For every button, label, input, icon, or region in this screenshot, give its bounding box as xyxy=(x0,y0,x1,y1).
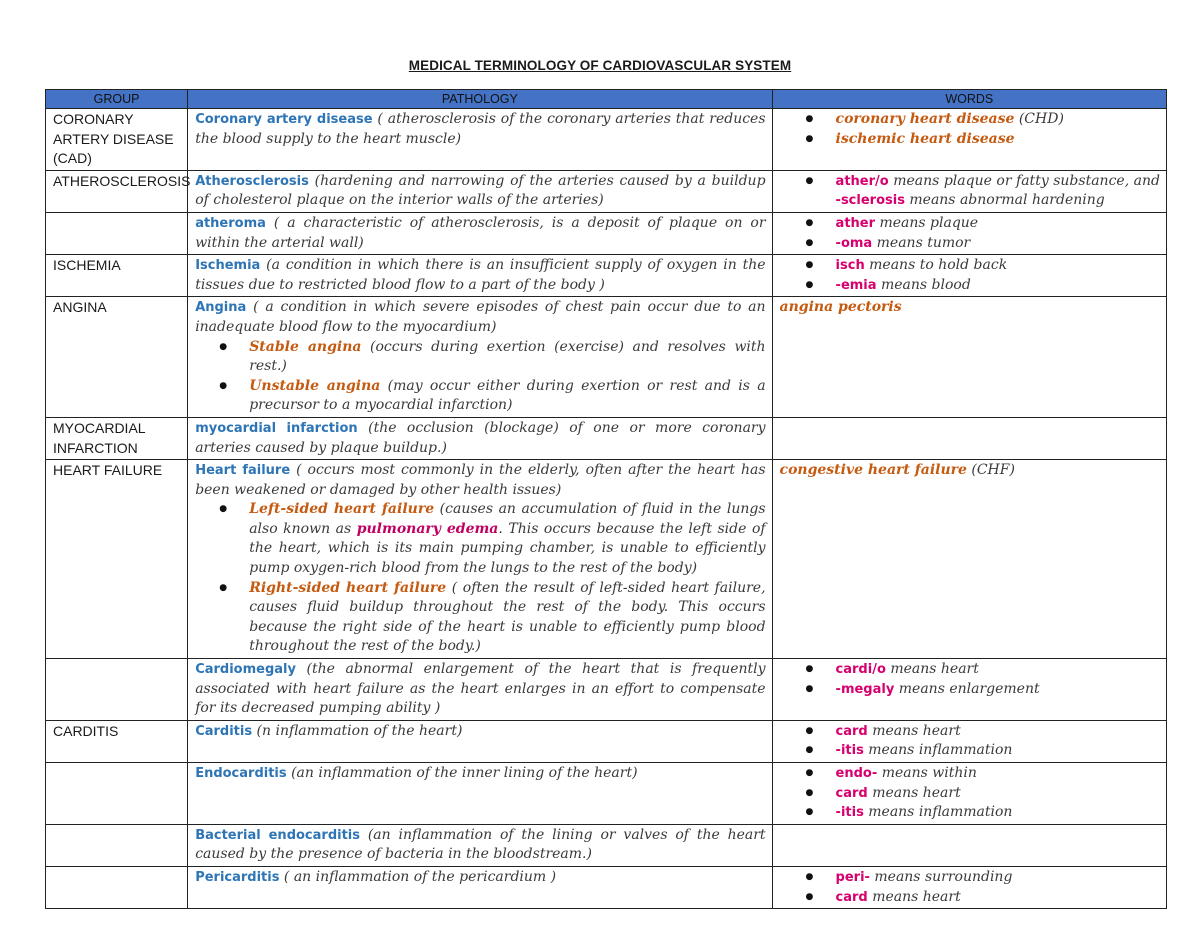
table-row xyxy=(46,255,1167,297)
group-cell: CARDITIS xyxy=(46,720,188,762)
header-group: GROUP xyxy=(46,90,188,109)
pathology-desc: (n inflammation of the heart) xyxy=(252,722,463,739)
word-meaning: means heart xyxy=(867,722,961,739)
group-cell: ISCHEMIA xyxy=(46,255,188,297)
header-pathology: PATHOLOGY xyxy=(188,90,772,109)
word-morpheme: peri- xyxy=(835,869,870,885)
group-cell: MYOCARDIAL INFARCTION xyxy=(46,417,188,459)
word-item xyxy=(836,803,1160,823)
words-cell xyxy=(772,109,1166,171)
pathology-term: Cardiomegaly xyxy=(195,662,296,678)
group-cell xyxy=(46,824,188,866)
word-item xyxy=(836,276,1160,296)
word-meaning: means surrounding xyxy=(869,868,1013,885)
pathology-desc: (the abnormal enlargement of the heart that is frequently associated with heart failure as the heart enlarges in an effort to compensate for its decreased pumping ability ) xyxy=(195,661,766,717)
word-item xyxy=(836,741,1160,761)
word-morpheme: ather xyxy=(835,215,876,231)
pathology-term: Carditis xyxy=(195,723,253,739)
word-meaning: means inflammation xyxy=(863,742,1013,759)
word-meaning: means heart xyxy=(885,661,979,678)
word-term: coronary heart disease xyxy=(835,111,1015,127)
word-morpheme: -oma xyxy=(835,235,873,251)
table-row xyxy=(46,720,1167,762)
pathology-term: Atherosclerosis xyxy=(195,173,309,189)
word-item xyxy=(836,214,1160,234)
pathology-cell xyxy=(188,255,772,297)
subtype-item xyxy=(249,500,765,578)
table-row xyxy=(46,460,1167,659)
word-meaning: means enlargement xyxy=(894,680,1040,697)
table-row xyxy=(46,659,1167,721)
word-term: congestive heart failure xyxy=(779,462,967,479)
words-cell xyxy=(772,297,1166,418)
word-meaning: means plaque xyxy=(875,214,979,231)
words-cell xyxy=(772,659,1166,721)
subtype-item xyxy=(249,377,765,416)
word-item xyxy=(836,172,1160,211)
words-cell xyxy=(772,866,1166,908)
pathology-desc: (a condition in which there is an insufficient supply of oxygen in the tissues due to restricted blood flow to a part of the body ) xyxy=(195,257,766,293)
pathology-desc: ( a condition in which severe episodes of chest pain occur due to an inadequate blood flow to the myocardium) xyxy=(195,299,766,335)
pathology-term: Angina xyxy=(195,300,247,316)
word-morpheme: isch xyxy=(835,258,865,274)
word-meaning: means inflammation xyxy=(863,804,1013,821)
word-morpheme: endo- xyxy=(835,766,878,781)
pathology-cell xyxy=(188,212,772,254)
word-meaning: means tumor xyxy=(872,234,971,251)
word-morpheme: card xyxy=(835,723,868,739)
pathology-cell xyxy=(188,720,772,762)
subtype-desc: . This occurs because the left side of the heart, which is its main pumping chamber, is unable to efficiently pump oxygen-rich blood from the lungs to the rest of the body) xyxy=(249,520,766,577)
table-header-row xyxy=(46,90,1167,109)
document-title: MEDICAL TERMINOLOGY OF CARDIOVASCULAR SYSTEM xyxy=(408,58,792,73)
word-morpheme: card xyxy=(835,889,868,905)
subtype-item xyxy=(249,338,765,377)
word-item xyxy=(836,722,1160,742)
pathology-desc: (the occlusion (blockage) of one or more coronary arteries caused by plaque buildup.) xyxy=(195,419,766,456)
subtype-term: Unstable angina xyxy=(249,377,381,394)
subtype-term: Stable angina xyxy=(249,338,362,355)
table-row xyxy=(46,763,1167,825)
pathology-cell xyxy=(188,109,772,171)
words-cell xyxy=(772,824,1166,866)
subtype-term: Right-sided heart failure xyxy=(249,579,447,596)
pathology-term: Endocarditis xyxy=(195,766,287,781)
pathology-desc: (hardening and narrowing of the arteries caused by a buildup of cholesterol plaque on the interior walls of the arteries) xyxy=(195,172,766,209)
words-cell xyxy=(772,170,1166,212)
word-item xyxy=(836,110,1160,130)
word-morpheme: -sclerosis xyxy=(835,193,905,209)
group-cell xyxy=(46,659,188,721)
subtype-highlight: pulmonary edema xyxy=(356,520,499,537)
word-meaning: means heart xyxy=(867,784,961,801)
words-cell xyxy=(772,460,1166,659)
group-cell xyxy=(46,866,188,908)
table-row xyxy=(46,866,1167,908)
word-item xyxy=(836,660,1160,680)
pathology-cell xyxy=(188,824,772,866)
pathology-term: myocardial infarction xyxy=(195,420,358,436)
pathology-cell xyxy=(188,763,772,825)
table-row xyxy=(46,212,1167,254)
word-item xyxy=(836,256,1160,276)
pathology-term: Bacterial endocarditis xyxy=(195,827,360,843)
subtype-term: Left-sided heart failure xyxy=(249,501,435,518)
group-cell: ATHEROSCLEROSIS xyxy=(46,170,188,212)
word-meaning: means within xyxy=(877,765,977,781)
word-item xyxy=(836,764,1160,784)
table-row xyxy=(46,417,1167,459)
subtype-desc: (causes an accumulation of fluid in the lungs also known as xyxy=(249,501,766,537)
word-term: ischemic heart disease xyxy=(835,130,1015,147)
word-meaning: means plaque or fatty substance, and xyxy=(888,172,1160,189)
word-item xyxy=(836,680,1160,700)
pathology-term: Coronary artery disease xyxy=(195,112,373,127)
word-term: angina pectoris xyxy=(779,299,902,316)
word-meaning: means heart xyxy=(867,888,961,905)
words-cell xyxy=(772,763,1166,825)
word-note: (CHD) xyxy=(1014,111,1064,127)
group-cell: CORONARY ARTERY DISEASE (CAD) xyxy=(46,109,188,171)
pathology-desc: ( an inflammation of the pericardium ) xyxy=(279,868,557,885)
subtype-desc: ( often the result of left-sided heart failure, causes fluid buildup throughout the rest of the body. This occurs because the right side of the heart is unable to efficiently pump blood throughout the rest of the body.) xyxy=(249,579,766,655)
pathology-desc: ( occurs most commonly in the elderly, often after the heart has been weakened or damaged by other health issues) xyxy=(195,462,766,498)
table-row xyxy=(46,824,1167,866)
group-cell xyxy=(46,763,188,825)
group-cell: ANGINA xyxy=(46,297,188,418)
pathology-cell xyxy=(188,170,772,212)
pathology-desc: ( atherosclerosis of the coronary arteries that reduces the blood supply to the heart muscle) xyxy=(195,111,766,147)
subtype-item xyxy=(249,579,765,657)
table-row xyxy=(46,170,1167,212)
word-item xyxy=(836,784,1160,804)
word-morpheme: -itis xyxy=(835,805,864,821)
pathology-cell xyxy=(188,460,772,659)
word-morpheme: -itis xyxy=(835,743,864,759)
pathology-cell xyxy=(188,297,772,418)
header-words: WORDS xyxy=(772,90,1166,109)
pathology-term: Pericarditis xyxy=(195,869,280,885)
word-item xyxy=(836,130,1160,150)
words-cell xyxy=(772,212,1166,254)
word-item xyxy=(836,888,1160,908)
pathology-cell xyxy=(188,659,772,721)
pathology-desc: (an inflammation of the inner lining of the heart) xyxy=(286,765,638,781)
pathology-desc: (an inflammation of the lining or valves of the heart caused by the presence of bacteria in the bloodstream.) xyxy=(195,826,766,863)
subtype-desc: (occurs during exertion (exercise) and resolves with rest.) xyxy=(249,338,766,375)
words-cell xyxy=(772,417,1166,459)
word-item xyxy=(836,868,1160,888)
word-morpheme: card xyxy=(835,785,868,801)
word-meaning: means abnormal hardening xyxy=(904,192,1105,209)
words-cell xyxy=(772,255,1166,297)
word-meaning: means blood xyxy=(876,276,971,293)
pathology-term: Ischemia xyxy=(195,258,261,274)
group-cell xyxy=(46,212,188,254)
terminology-table xyxy=(45,89,1167,909)
subtype-desc: (may occur either during exertion or rest and is a precursor to a myocardial infarction) xyxy=(249,377,766,414)
word-morpheme: -megaly xyxy=(835,681,895,697)
word-morpheme: cardi/o xyxy=(835,662,886,678)
pathology-desc: ( a characteristic of atherosclerosis, is a deposit of plaque on or within the arterial wall) xyxy=(195,214,766,251)
pathology-cell xyxy=(188,417,772,459)
word-item xyxy=(836,234,1160,254)
group-cell: HEART FAILURE xyxy=(46,460,188,659)
pathology-term: atheroma xyxy=(195,215,266,231)
word-meaning: means to hold back xyxy=(864,257,1008,274)
word-note: (CHF) xyxy=(966,462,1015,479)
word-morpheme: ather/o xyxy=(835,173,889,189)
table-row xyxy=(46,109,1167,171)
pathology-term: Heart failure xyxy=(195,463,291,479)
table-row xyxy=(46,297,1167,418)
pathology-cell xyxy=(188,866,772,908)
word-morpheme: -emia xyxy=(835,277,877,293)
words-cell xyxy=(772,720,1166,762)
